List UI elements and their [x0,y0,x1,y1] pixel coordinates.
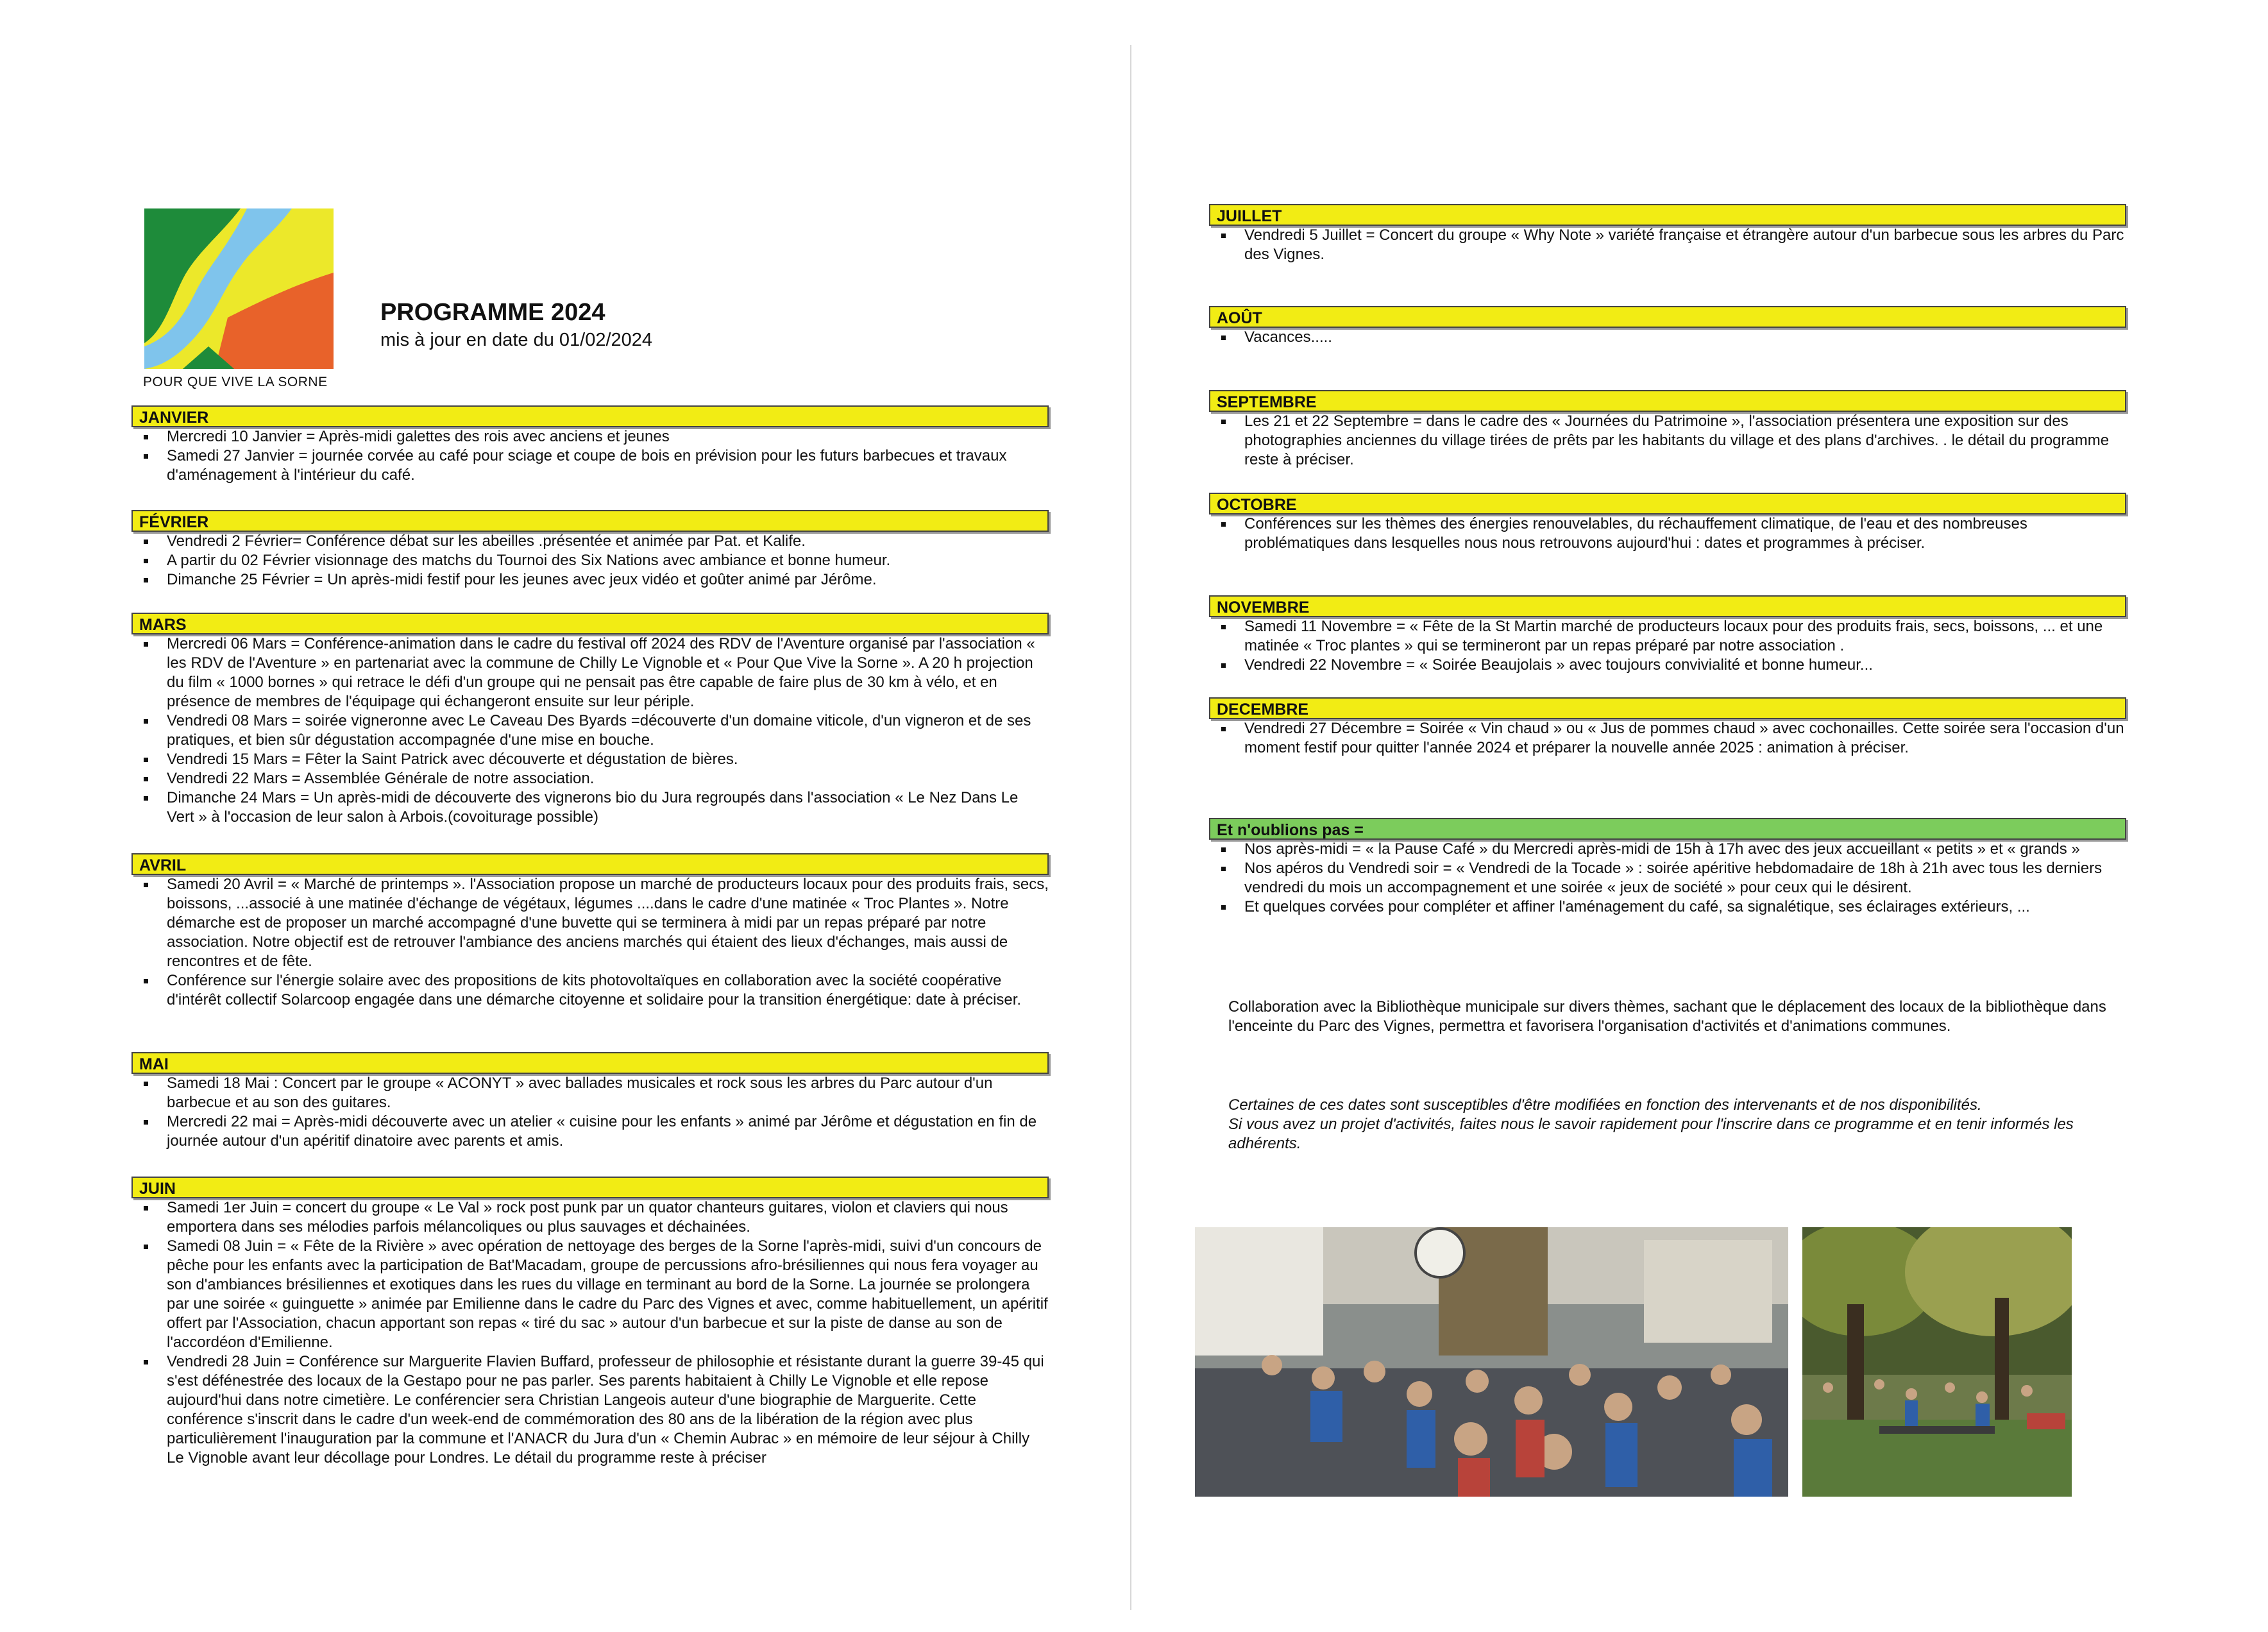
event-item: Dimanche 25 Février = Un après-midi festif pour les jeunes avec jeux vidéo et goûter animé par Jérôme. [167,570,1049,590]
month-header: JUILLET [1209,204,2126,226]
event-item: Vendredi 27 Décembre = Soirée « Vin chaud » ou « Jus de pommes chaud » avec cochonailles. Cette soirée sera l'occasion d'un moment festif pour quitter l'année 2024 et préparer la nouvelle année 2025 : animation à préciser. [1244,719,2126,758]
logo-caption: POUR QUE VIVE LA SORNE [143,375,328,389]
month-header: MARS [131,613,1049,634]
event-item: Conférences sur les thèmes des énergies renouvelables, du réchauffement climatique, de l'eau et des nombreuses problématiques dans lesquelles nous nous retrouvons aujourd'hui : dates et programmes à préciser. [1244,514,2126,553]
page-title: PROGRAMME 2024 [380,299,605,326]
event-item: Vendredi 28 Juin = Conférence sur Marguerite Flavien Buffard, professeur de philosophie et résistante durant la guerre 39-45 qui s'est défénestrée des locaux de la Gestapo pour ne pas parler. Ses parents habitaient à Chilly Le Vignoble et elle repose aujourd'hui dans notre cimetière. Le conférencier sera Christian Langeois auteur d'une biographie de Marguerite. Cette conférence s'inscrit dans le cadre d'un week-end de commémoration des 80 ans de la libération de la région avec plus particulièrement l'inauguration par la commune et l'ANACR du Jura d'un « Chemin Aubrac » en mémoire de leur séjour à Chilly Le Vignoble avant leur décollage pour Londres. Le détail du programme reste à préciser [167,1352,1049,1468]
month-aout [1209,306,2126,347]
event-list [131,427,1049,485]
month-fevrier [131,510,1049,590]
event-item: Mercredi 06 Mars = Conférence-animation dans le cadre du festival off 2024 des RDV de l'Aventure organisé par l'association « les RDV de l'Aventure » en partenariat avec la commune de Chilly Le Vignoble et « Pour Que Vive la Sorne ». A 20 h projection du film « 1000 bornes » qui retrace le défi d'un groupe qui ne pensait pas être capable de faire plus de 30 km à vélo, et en présence de membres de l'équipage qui échangeront ensuite sur leur périple. [167,634,1049,711]
month-header: JUIN [131,1177,1049,1198]
event-item: Nos apéros du Vendredi soir = « Vendredi de la Tocade » : soirée apéritive hebdomadaire de 18h à 21h avec tous les derniers vendredi du mois un accompagnement et une soirée « jeux de société » pour ceux qui le désirent. [1244,859,2126,897]
month-header: AVRIL [131,853,1049,875]
event-item: Vendredi 15 Mars = Fêter la Saint Patrick avec découverte et dégustation de bières. [167,750,1049,769]
month-header: OCTOBRE [1209,493,2126,514]
reminder-list [1209,840,2126,917]
association-logo [144,208,334,369]
event-item: Samedi 11 Novembre = « Fête de la St Martin marché de producteurs locaux pour des produits frais, secs, boissons, ... et une matinée « Troc plantes » qui se termineront par un repas préparé par notre association . [1244,617,2126,656]
month-janvier [131,405,1049,485]
event-item: Samedi 1er Juin = concert du groupe « Le Val » rock post punk par un quator chanteurs guitares, violon et claviers qui nous emportera dans ses mélodies parfois mélancoliques ou plus sauvages et déchainées. [167,1198,1049,1237]
month-header: SEPTEMBRE [1209,390,2126,412]
event-item: Mercredi 22 mai = Après-midi découverte avec un atelier « cuisine pour les enfants » animé par Jérôme et dégustation en fin de journée autour d'un apéritif dinatoire avec parents et amis. [167,1112,1049,1151]
month-mai [131,1052,1049,1151]
month-header: NOVEMBRE [1209,595,2126,617]
event-list [1209,412,2126,470]
month-mars [131,613,1049,827]
month-decembre [1209,697,2126,758]
event-item: Samedi 20 Avril = « Marché de printemps ». l'Association propose un marché de producteurs locaux pour des produits frais, secs, boissons, ...associé à une matinée d'échange de végétaux, légumes ....dans le cadre d'une matinée « Troc Plantes ». Notre démarche est de proposer un marché accompagné d'une buvette qui se terminera à midi par un repas préparé par notre association. Notre objectif est de retrouver l'ambiance des anciens marchés qui étaient des lieux d'échanges, mais aussi de rencontres et de fête. [167,876,1049,970]
event-item: Mercredi 10 Janvier = Après-midi galettes des rois avec anciens et jeunes [167,427,1049,446]
park-event-photo [1802,1227,2072,1497]
event-item: A partir du 02 Février visionnage des matchs du Tournoi des Six Nations avec ambiance et bonne humeur. [167,551,1049,570]
event-item: Dimanche 24 Mars = Un après-midi de découverte des vignerons bio du Jura regroupés dans l'association « Le Nez Dans Le Vert » à l'occasion de leur salon à Arbois.(covoiturage possible) [167,788,1049,827]
event-list [131,634,1049,827]
month-juillet [1209,204,2126,264]
reminder-section [1209,818,2126,917]
event-list [131,1074,1049,1151]
month-header: DECEMBRE [1209,697,2126,719]
month-juin [131,1177,1049,1468]
event-list [131,875,1049,1010]
month-header: MAI [131,1052,1049,1074]
page-fold [1130,45,1131,1610]
event-item: Les 21 et 22 Septembre = dans le cadre des « Journées du Patrimoine », l'association présentera une exposition sur des photographies anciennes du village tirées de prêts par les habitants du village et des plans d'archives. . le détail du programme reste à préciser. [1244,412,2126,470]
reminder-header: Et n'oublions pas = [1209,818,2126,840]
event-item: Vacances..... [1244,328,2126,347]
month-header: AOÛT [1209,306,2126,328]
event-item: Samedi 08 Juin = « Fête de la Rivière » avec opération de nettoyage des berges de la Sorne l'après-midi, suivi d'un concours de pêche pour les enfants avec la participation de Bat'Macadam, groupe de percussions afro-brésiliennes qui nous fera voyager au son d'ambiances brésiliennes et exotiques dans les rues du village en terminant au bord de la Sorne. La journée se prolongera par une soirée « guinguette » animée par Emilienne dans le cadre du Parc des Vignes et avec, comme habituellement, un apéritif offert par l'Association, chacun apportant son repas « tiré du sac » autour d'un barbecue et sur la piste de danse au son de l'accordéon d'Emilienne. [167,1237,1048,1351]
event-item: Samedi 27 Janvier = journée corvée au café pour sciage et coupe de bois en prévision pour les futurs barbecues et travaux d'aménagement à l'intérieur du café. [167,446,1049,485]
disclaimer-line-2: Si vous avez un projet d'activités, faites nous le savoir rapidement pour l'inscrire dans ce programme et en tenir informés les adhérents. [1228,1116,2074,1152]
month-novembre [1209,595,2126,675]
event-item: Vendredi 2 Février= Conférence débat sur les abeilles .présentée et animée par Pat. et Kalife. [167,532,1049,551]
disclaimer-line-1: Certaines de ces dates sont susceptibles d'être modifiées en fonction des intervenants et de nos disponibilités. [1228,1096,1982,1114]
month-septembre [1209,390,2126,470]
event-item: Vendredi 22 Mars = Assemblée Générale de notre association. [167,769,1049,788]
collaboration-text: Collaboration avec la Bibliothèque municipale sur divers thèmes, sachant que le déplacement des locaux de la bibliothèque dans l'enceinte du Parc des Vignes, permettra et favorisera l'organisation d'activités et d'animations communes. [1228,998,2106,1035]
event-list [1209,719,2126,758]
event-list [1209,226,2126,264]
event-list [131,532,1049,590]
event-item: Vendredi 22 Novembre = « Soirée Beaujolais » avec toujours convivialité et bonne humeur... [1244,656,2126,675]
event-item: Nos après-midi = « la Pause Café » du Mercredi après-midi de 15h à 17h avec des jeux accueillant « petits » et « grands » [1244,840,2126,859]
event-list [1209,514,2126,553]
event-item: Vendredi 5 Juillet = Concert du groupe « Why Note » variété française et étrangère autour d'un barbecue sous les arbres du Parc des Vignes. [1244,226,2126,264]
event-list [1209,328,2126,347]
month-header: FÉVRIER [131,510,1049,532]
event-item: Vendredi 08 Mars = soirée vigneronne avec Le Caveau Des Byards =découverte d'un domaine viticole, d'un vigneron et de ses pratiques, et bien sûr dégustation accompagnée d'une mise en bouche. [167,711,1049,750]
event-item: Et quelques corvées pour compléter et affiner l'aménagement du café, sa signalétique, ses éclairages extérieurs, ... [1244,897,2126,917]
month-octobre [1209,493,2126,553]
cafe-event-photo [1195,1227,1788,1497]
event-list [1209,617,2126,675]
month-header: JANVIER [131,405,1049,427]
month-avril [131,853,1049,1010]
event-item: Samedi 18 Mai : Concert par le groupe « ACONYT » avec ballades musicales et rock sous les arbres du Parc autour d'un barbecue et au son des guitares. [167,1074,1049,1112]
event-item: Conférence sur l'énergie solaire avec des propositions de kits photovoltaïques en collaboration avec la société coopérative d'intérêt collectif Solarcoop engagée dans une démarche citoyenne et solidaire pour la transition énergétique: date à préciser. [167,971,1049,1010]
event-list [131,1198,1049,1468]
page-subtitle: mis à jour en date du 01/02/2024 [380,330,653,350]
